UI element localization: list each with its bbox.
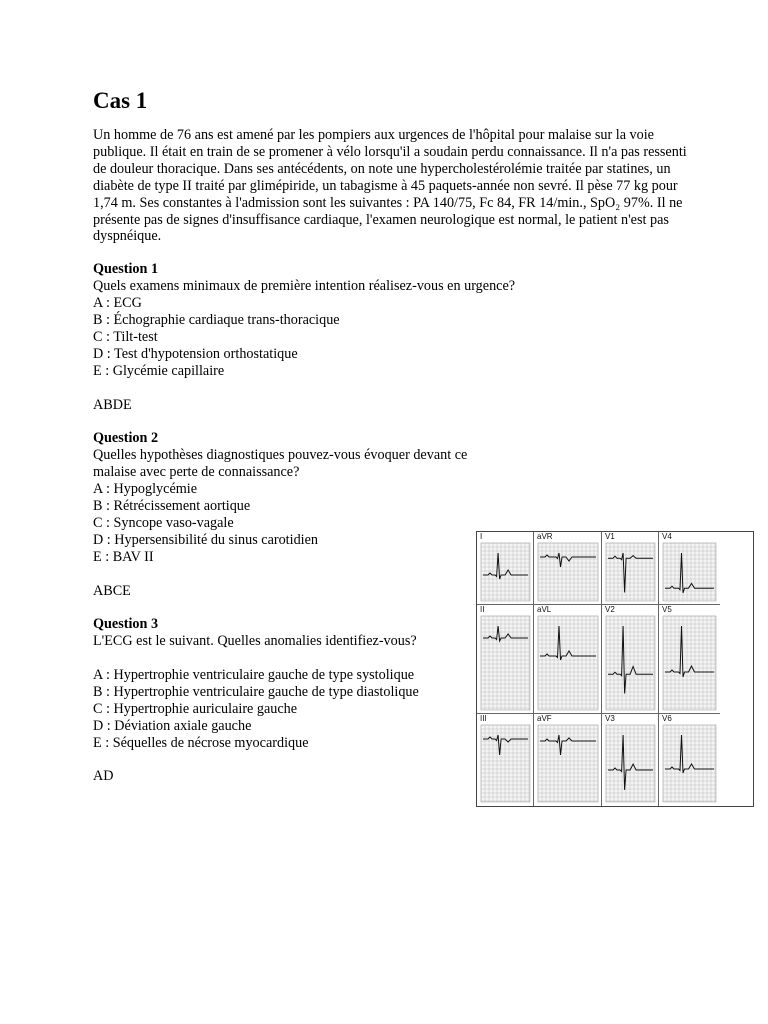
ecg-lead-label: V6 bbox=[662, 714, 672, 723]
ecg-lead-v5 bbox=[659, 605, 720, 714]
ecg-lead-label: V2 bbox=[605, 605, 615, 614]
question-title: Question 3 bbox=[93, 616, 159, 633]
case-intro: Un homme de 76 ans est amené par les pompiers aux urgences de l'hôpital pour malaise sur la voie publique. Il était en train de se promener à vélo lorsqu'il a soudain perdu connaissance. Il n'a pas ressenti de douleur thoracique. Dans ses antécédents, on note une hypercholestérolémie traitée par statines, un diabète de type II traité par glimépiride, un tabagisme à 45 paquets-année non sevré. Il pèse 77 kg pour 1,74 m. Ses constantes à l'admission sont les suivantes : PA 140/75, Fc 84, FR 14/min., SpO₂ 97%. Il ne présente pas de signes d'insuffisance cardiaque, l'examen neurologique est normal, le patient n'est pas dyspnéique. bbox=[93, 127, 687, 245]
option-b: B : Rétrécissement aortique bbox=[93, 498, 251, 514]
ecg-lead-label: V4 bbox=[662, 532, 672, 541]
answer: AD bbox=[93, 768, 114, 785]
ecg-lead-label: II bbox=[480, 605, 485, 614]
ecg-lead-avf bbox=[534, 714, 602, 806]
ecg-lead-v3 bbox=[602, 714, 659, 806]
ecg-lead-iii bbox=[477, 714, 534, 806]
answer: ABDE bbox=[93, 396, 132, 413]
ecg-lead-label: V1 bbox=[605, 532, 615, 541]
question-1 bbox=[93, 261, 693, 430]
ecg-lead-v4 bbox=[659, 532, 720, 605]
option-b: B : Hypertrophie ventriculaire gauche de type diastolique bbox=[93, 683, 419, 700]
option-c: C : Syncope vaso-vagale bbox=[93, 514, 234, 531]
option-a: A : ECG bbox=[93, 295, 142, 312]
question-title: Question 2 bbox=[93, 430, 159, 447]
ecg-lead-label: I bbox=[480, 532, 483, 541]
ecg-lead-ii bbox=[477, 605, 534, 714]
ecg-lead-label: aVR bbox=[537, 532, 553, 541]
option-d: D : Hypersensibilité du sinus carotidien bbox=[93, 531, 318, 548]
question-text: Quels examens minimaux de première intention réalisez-vous en urgence? bbox=[93, 278, 516, 295]
ecg-figure bbox=[476, 531, 754, 807]
question-text: Quelles hypothèses diagnostiques pouvez-vous évoquer devant ce malaise avec perte de connaissance? bbox=[93, 447, 468, 481]
option-c: C : Hypertrophie auriculaire gauche bbox=[93, 700, 298, 717]
option-a: A : Hypertrophie ventriculaire gauche de type systolique bbox=[93, 667, 415, 684]
ecg-lead-i bbox=[477, 532, 534, 605]
option-d: D : Déviation axiale gauche bbox=[93, 717, 252, 734]
ecg-lead-avr bbox=[534, 532, 602, 605]
ecg-lead-label: III bbox=[480, 714, 487, 723]
option-e: E : Séquelles de nécrose myocardique bbox=[93, 734, 309, 751]
option-e: E : BAV II bbox=[93, 548, 154, 565]
ecg-lead-avl bbox=[534, 605, 602, 714]
option-e: E : Glycémie capillaire bbox=[93, 362, 225, 379]
question-title: Question 1 bbox=[93, 261, 159, 278]
ecg-lead-label: V3 bbox=[605, 714, 615, 723]
ecg-lead-v2 bbox=[602, 605, 659, 714]
ecg-lead-label: aVF bbox=[537, 714, 552, 723]
answer: ABCE bbox=[93, 582, 131, 599]
option-c: C : Tilt-test bbox=[93, 328, 158, 345]
ecg-lead-v1 bbox=[602, 532, 659, 605]
option-a: A : Hypoglycémie bbox=[93, 481, 198, 498]
ecg-lead-label: V5 bbox=[662, 605, 672, 614]
ecg-lead-label: aVL bbox=[537, 605, 552, 614]
case-title: Cas 1 bbox=[93, 88, 148, 113]
ecg-lead-v6 bbox=[659, 714, 720, 806]
option-d: D : Test d'hypotension orthostatique bbox=[93, 345, 298, 362]
option-b: B : Échographie cardiaque trans-thoracique bbox=[93, 312, 340, 329]
question-text: L'ECG est le suivant. Quelles anomalies identifiez-vous? bbox=[93, 633, 417, 650]
